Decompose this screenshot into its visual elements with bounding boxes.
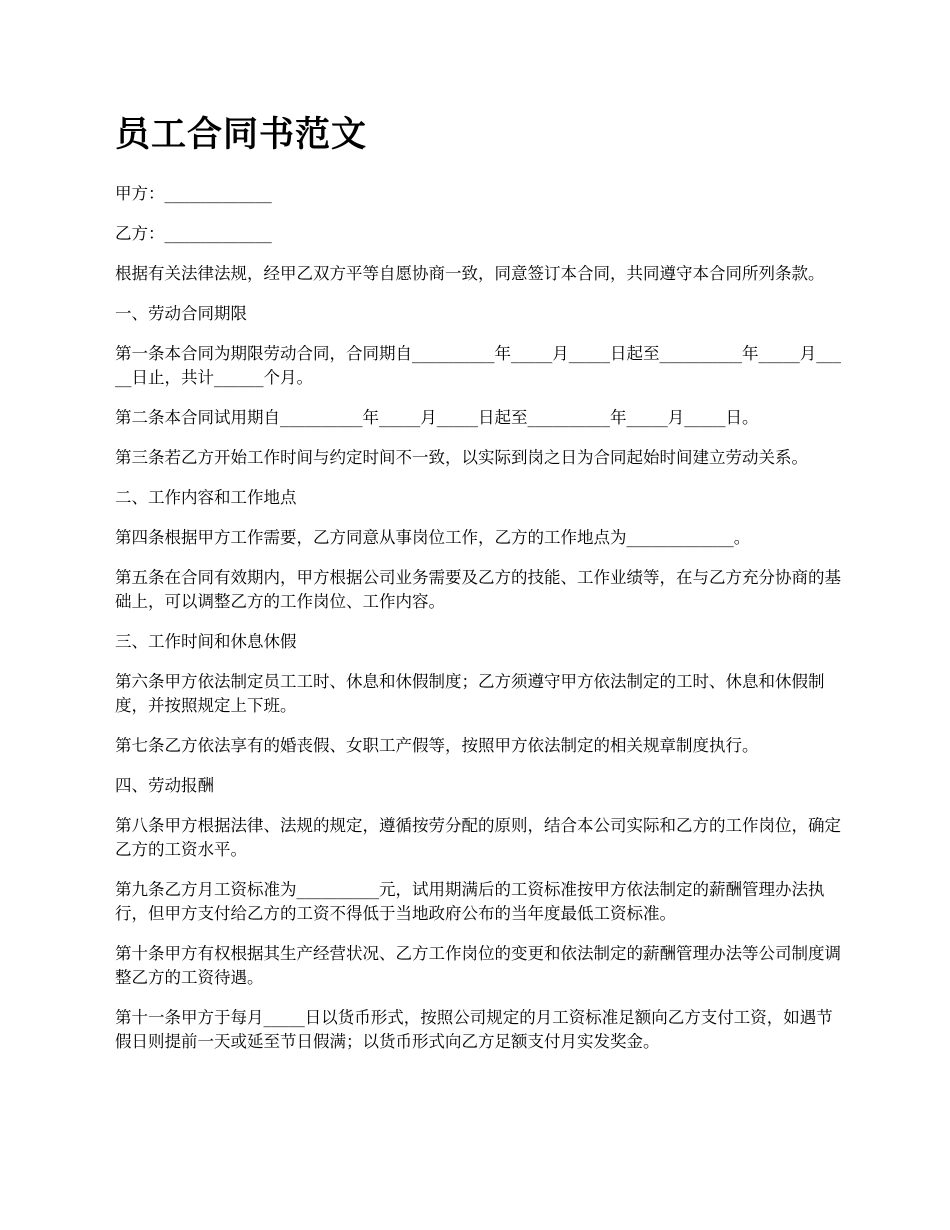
article-5: 第五条在合同有效期内，甲方根据公司业务需要及乙方的技能、工作业绩等，在与乙方充分协商的基础上，可以调整乙方的工作岗位、工作内容。: [115, 568, 841, 611]
party-b-line: 乙方：_____________: [115, 224, 272, 243]
article-2: 第二条本合同试用期自__________年_____月_____日起至__________年_____月_____日。: [115, 408, 759, 427]
article-9: 第九条乙方月工资标准为__________元，试用期满后的工资标准按甲方依法制定的薪酬管理办法执行，但甲方支付给乙方的工资不得低于当地政府公布的当年度最低工资标准。: [115, 880, 825, 923]
article-11: 第十一条甲方于每月_____日以货币形式，按照公司规定的月工资标准足额向乙方支付工资，如遇节假日则提前一天或延至节日假满；以货币形式向乙方足额支付月实发奖金。: [115, 1008, 833, 1051]
preamble-paragraph: 根据有关法律法规，经甲乙双方平等自愿协商一致，同意签订本合同，共同遵守本合同所列条款。: [115, 264, 825, 283]
article-8: 第八条甲方根据法律、法规的规定，遵循按劳分配的原则，结合本公司实际和乙方的工作岗位，确定乙方的工资水平。: [115, 816, 841, 859]
section-heading-hours: 三、工作时间和休息休假: [115, 632, 297, 651]
document-title: 员工合同书范文: [115, 114, 368, 155]
document-page: [115, 108, 843, 1070]
article-1: 第一条本合同为期限劳动合同，合同期自__________年_____月_____日起至__________年_____月_____日止，共计______个月。: [115, 344, 841, 387]
article-6: 第六条甲方依法制定员工工时、休息和休假制度；乙方须遵守甲方依法制定的工时、休息和休假制度，并按照规定上下班。: [115, 672, 825, 715]
party-a-line: 甲方：_____________: [115, 184, 272, 203]
article-10: 第十条甲方有权根据其生产经营状况、乙方工作岗位的变更和依法制定的薪酬管理办法等公司制度调整乙方的工资待遇。: [115, 944, 841, 987]
article-7: 第七条乙方依法享有的婚丧假、女职工产假等，按照甲方依法制定的相关规章制度执行。: [115, 736, 759, 755]
section-heading-work: 二、工作内容和工作地点: [115, 488, 297, 507]
article-3: 第三条若乙方开始工作时间与约定时间不一致，以实际到岗之日为合同起始时间建立劳动关系。: [115, 448, 808, 467]
section-heading-term: 一、劳动合同期限: [115, 304, 247, 323]
section-heading-pay: 四、劳动报酬: [115, 776, 214, 795]
article-4: 第四条根据甲方工作需要，乙方同意从事岗位工作，乙方的工作地点为_____________。: [115, 528, 751, 547]
